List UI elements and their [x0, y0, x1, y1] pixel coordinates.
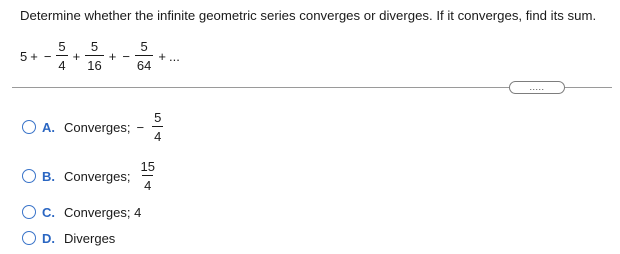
expand-more-button[interactable]: ..... [509, 81, 565, 94]
radio-c[interactable] [22, 205, 36, 219]
series-term-4-denominator: 64 [135, 55, 153, 72]
option-text-b [64, 160, 159, 192]
series-term-4 [135, 40, 153, 72]
series-minus-1: − [43, 48, 52, 64]
radio-d[interactable] [22, 231, 36, 245]
option-c-label: Converges; 4 [64, 204, 142, 220]
series-term-1: 5 [20, 48, 28, 64]
answer-option-a[interactable] [22, 104, 165, 150]
answer-option-b[interactable] [22, 153, 159, 199]
series-plus-3: + [108, 48, 117, 64]
answer-option-d[interactable] [22, 228, 115, 248]
option-a-label: Converges; [64, 119, 131, 135]
option-b-numerator: 15 [140, 159, 155, 174]
series-term-3-denominator: 16 [85, 55, 103, 72]
series-term-2-numerator: 5 [58, 39, 66, 54]
series-term-3 [85, 40, 103, 72]
option-b-fraction [138, 160, 156, 192]
series-term-4-numerator: 5 [140, 39, 148, 54]
option-a-numerator: 5 [154, 110, 162, 125]
radio-b[interactable] [22, 169, 36, 183]
radio-a[interactable] [22, 120, 36, 134]
series-plus-2: + [72, 48, 81, 64]
option-b-label: Converges; [64, 168, 131, 184]
option-letter-b: B. [42, 168, 55, 184]
series-minus-2: − [122, 48, 130, 64]
series-ellipsis: ... [168, 48, 180, 64]
option-letter-d: D. [42, 230, 55, 246]
option-a-denominator: 4 [152, 126, 163, 143]
answer-option-c[interactable] [22, 202, 141, 222]
option-text-a [64, 111, 165, 143]
option-b-denominator: 4 [142, 175, 153, 192]
series-term-2-denominator: 4 [56, 55, 67, 72]
option-d-label: Diverges [64, 230, 116, 246]
option-a-fraction [152, 111, 163, 143]
option-a-sign: − [136, 119, 145, 135]
series-term-3-numerator: 5 [90, 39, 99, 54]
series-plus-4: + [158, 48, 166, 64]
question-prompt: Determine whether the infinite geometric series converges or diverges. If it converges, find its sum. [20, 8, 597, 23]
series-term-2 [56, 40, 67, 72]
option-letter-c: C. [42, 204, 55, 220]
option-letter-a: A. [42, 119, 55, 135]
series-plus-1: + [30, 48, 38, 64]
series-expression [20, 38, 180, 74]
